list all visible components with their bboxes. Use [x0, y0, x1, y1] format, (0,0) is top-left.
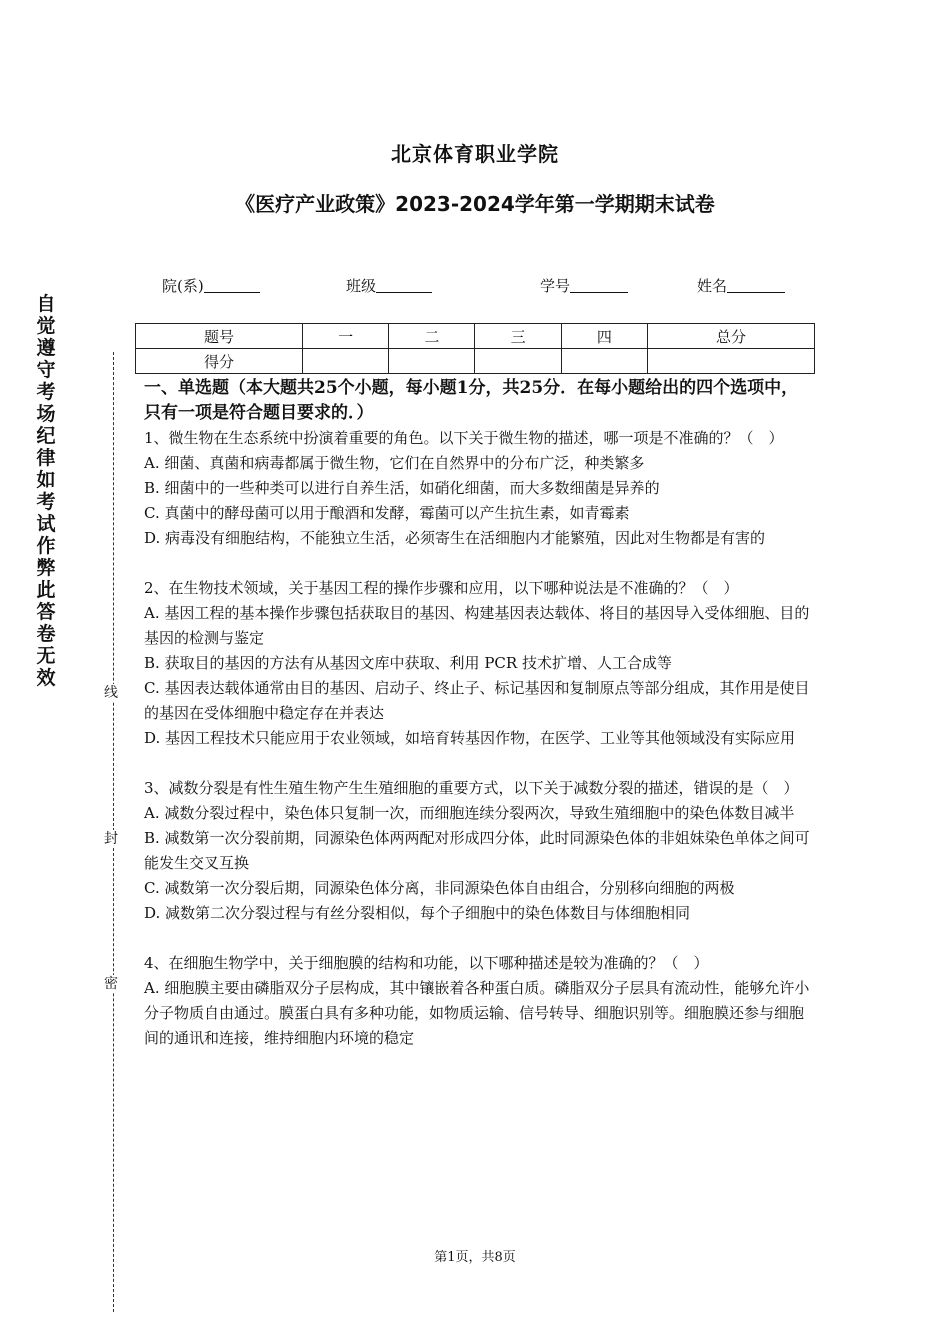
option-item: B. 细菌中的一些种类可以进行自养生活，如硝化细菌，而大多数细菌是异养的 — [144, 479, 660, 497]
binding-label-mi: 密 — [104, 976, 118, 992]
option-item: A. 减数分裂过程中，染色体只复制一次，而细胞连续分裂两次，导致生殖细胞中的染色体数目减半 — [144, 804, 795, 822]
section-heading: 一、单选题（本大题共25个小题，每小题1分，共25分．在每小题给出的四个选项中，只有一项是符合题目要求的．） — [144, 378, 799, 423]
question-stem: 1、微生物在生态系统中扮演着重要的角色。以下关于微生物的描述，哪一项是不准确的？（ ） — [144, 429, 784, 447]
binding-label-feng: 封 — [104, 831, 118, 847]
score-table-row-label: 题号 — [136, 324, 303, 349]
score-cell[interactable] — [647, 349, 814, 374]
score-table-row-label: 得分 — [136, 349, 303, 374]
score-table-header-row — [136, 324, 815, 349]
score-table-col-total: 总分 — [647, 324, 814, 349]
option-item: D. 基因工程技术只能应用于农业领域，如培育转基因作物，在医学、工业等其他领域没有实际应用 — [144, 729, 796, 747]
student-id-field[interactable] — [540, 275, 628, 296]
student-id-blank[interactable] — [570, 277, 628, 293]
score-table — [135, 323, 815, 374]
score-cell[interactable] — [389, 349, 475, 374]
option-item: D. 减数第二次分裂过程与有丝分裂相似，每个子细胞中的染色体数目与体细胞相同 — [144, 904, 691, 922]
score-table-col-1: 一 — [303, 324, 389, 349]
binding-label-xian: 线 — [104, 685, 118, 701]
score-table-score-row — [136, 349, 815, 374]
name-label: 姓名 — [697, 277, 728, 295]
name-blank[interactable] — [727, 277, 785, 293]
student-id-label: 学号 — [540, 277, 571, 295]
department-field[interactable] — [162, 275, 260, 296]
score-table-col-4: 四 — [561, 324, 647, 349]
option-item: C. 基因表达载体通常由目的基因、启动子、终止子、标记基因和复制原点等部分组成，其作用是使目的基因在受体细胞中稳定存在并表达 — [144, 679, 810, 722]
class-blank[interactable] — [376, 277, 432, 293]
option-item: C. 真菌中的酵母菌可以用于酿酒和发酵，霉菌可以产生抗生素，如青霉素 — [144, 504, 630, 522]
page-number: 第1页，共8页 — [434, 1250, 516, 1265]
school-name: 北京体育职业学院 — [391, 142, 559, 166]
score-table-col-3: 三 — [475, 324, 561, 349]
department-label: 院(系) — [162, 277, 204, 295]
department-blank[interactable] — [204, 277, 260, 293]
binding-warning-text: 自觉遵守考场纪律如考试作弊此答卷无效 — [36, 293, 56, 689]
spacer — [144, 926, 812, 951]
question-stem: 2、在生物技术领域，关于基因工程的操作步骤和应用，以下哪种说法是不准确的？（ ） — [144, 579, 739, 597]
spacer — [144, 751, 812, 776]
option-item: A. 细菌、真菌和病毒都属于微生物，它们在自然界中的分布广泛，种类繁多 — [144, 454, 645, 472]
score-table-col-2: 二 — [389, 324, 475, 349]
score-cell[interactable] — [303, 349, 389, 374]
option-item: A. 细胞膜主要由磷脂双分子层构成，其中镶嵌着各种蛋白质。磷脂双分子层具有流动性，能够允许小分子物质自由通过。膜蛋白具有多种功能，如物质运输、信号转导、细胞识别等。细胞膜还参与细胞间的通讯和连接，维持细胞内环境的稳定 — [144, 979, 810, 1047]
option-item: B. 减数第一次分裂前期，同源染色体两两配对形成四分体，此时同源染色体的非姐妹染色单体之间可能发生交叉互换 — [144, 829, 810, 872]
class-label: 班级 — [346, 277, 377, 295]
score-cell[interactable] — [561, 349, 647, 374]
exam-title: 《医疗产业政策》2023-2024学年第一学期期末试卷 — [235, 192, 715, 216]
option-item: A. 基因工程的基本操作步骤包括获取目的基因、构建基因表达载体、将目的基因导入受体细胞、目的基因的检测与鉴定 — [144, 604, 810, 647]
exam-content — [144, 376, 812, 1051]
option-item: D. 病毒没有细胞结构，不能独立生活，必须寄生在活细胞内才能繁殖，因此对生物都是有害的 — [144, 529, 766, 547]
score-cell[interactable] — [475, 349, 561, 374]
name-field[interactable] — [697, 275, 785, 296]
spacer — [144, 551, 812, 576]
option-item: B. 获取目的基因的方法有从基因文库中获取、利用 PCR 技术扩增、人工合成等 — [144, 654, 672, 672]
question-stem: 4、在细胞生物学中，关于细胞膜的结构和功能，以下哪种描述是较为准确的？（ ） — [144, 954, 709, 972]
option-item: C. 减数第一次分裂后期，同源染色体分离，非同源染色体自由组合，分别移向细胞的两极 — [144, 879, 735, 897]
question-stem: 3、减数分裂是有性生殖生物产生生殖细胞的重要方式，以下关于减数分裂的描述，错误的是（ ） — [144, 779, 799, 797]
class-field[interactable] — [346, 275, 432, 296]
